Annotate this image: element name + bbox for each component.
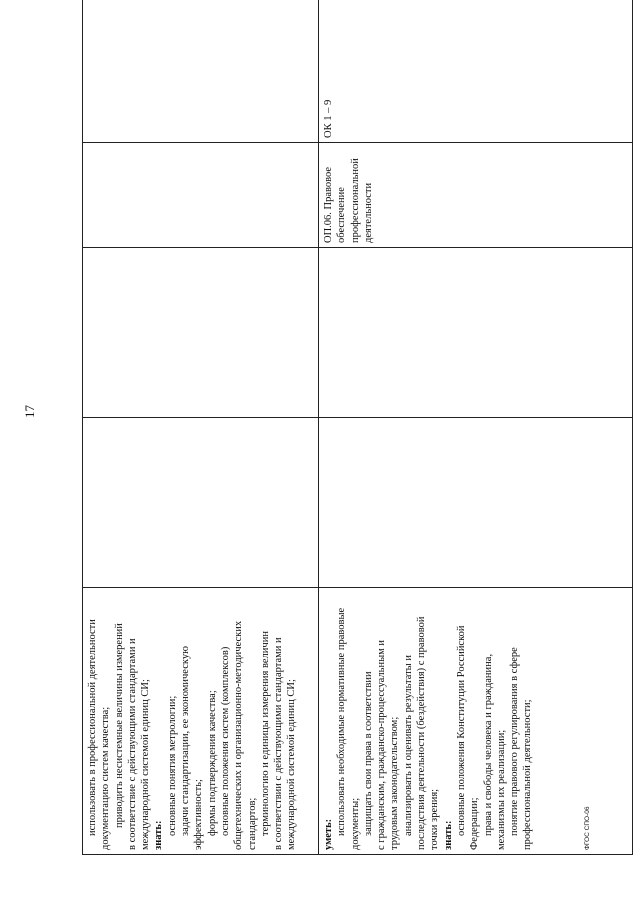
discipline-code-cell: ОП.06. Правовое обеспечение профессиональной деятельности — [319, 143, 633, 248]
text-line: анализировать и оценивать результаты и — [402, 655, 414, 836]
text-line: международной системой единиц СИ; — [140, 679, 152, 850]
text-line: использовать необходимые нормативные правовые — [336, 607, 348, 836]
text-line: эффективность; — [193, 779, 205, 850]
text-line: стандартов; — [246, 797, 258, 850]
text-line: основные положения систем (комплексов) — [219, 646, 231, 836]
competency-table-wrapper — [82, 15, 632, 855]
text-line: основные положения Конституции Российской — [455, 625, 467, 836]
hours-max-cell — [83, 418, 319, 588]
hours-compulsory-cell — [83, 248, 319, 418]
competence-codes-cell — [83, 0, 319, 143]
text-line: в соответствие с действующими стандартами и — [126, 638, 138, 850]
text-line: терминологию и единицы измерения величин — [259, 631, 271, 836]
text-line: точки зрения; — [429, 788, 441, 850]
text-line: знать: — [153, 820, 165, 850]
text-line: с гражданским, гражданско-процессуальным и — [376, 639, 388, 850]
table-row — [83, 0, 319, 855]
table-row — [319, 0, 633, 855]
text-line: механизмы их реализации; — [495, 729, 507, 850]
discipline-code-cell — [83, 143, 319, 248]
text-line: приводить несистемные величины измерений — [113, 623, 125, 828]
text-line: права и свободы человека и гражданина, — [482, 653, 494, 836]
skills-knowledge-cell — [83, 588, 319, 855]
skills-knowledge-text — [322, 592, 535, 850]
text-line: понятие правового регулирования в сфере — [509, 647, 521, 836]
competency-table — [82, 0, 633, 855]
text-line: в соответствии с действующими стандартами и — [273, 637, 285, 850]
text-line: последствия деятельности (бездействия) с правовой — [416, 616, 428, 850]
skills-knowledge-text — [86, 592, 299, 850]
document-footer: ФГОС СПО-06 — [584, 806, 591, 850]
text-line: формы подтверждения качества; — [206, 690, 218, 836]
hours-compulsory-cell — [319, 248, 633, 418]
text-line: документацию систем качества; — [100, 706, 112, 850]
text-line: международной системой единиц СИ; — [286, 679, 298, 850]
text-line: документы; — [349, 797, 361, 850]
page-number: 17 — [22, 405, 37, 418]
text-line: профессиональной деятельности; — [522, 699, 534, 850]
text-line: задачи стандартизации, ее экономическую — [180, 646, 192, 836]
text-line: защищать свои права в соответствии — [362, 671, 374, 836]
text-line: основные понятия метрологии; — [166, 695, 178, 836]
text-line: трудовым законодательством; — [389, 716, 401, 850]
text-line: общетехнических и организационно-методических — [233, 620, 245, 850]
text-line: Федерации; — [469, 797, 481, 850]
text-line: использовать в профессиональной деятельности — [87, 619, 98, 836]
text-line: уметь: — [323, 818, 334, 850]
competence-codes-cell: ОК 1 – 9 — [319, 0, 633, 143]
hours-max-cell — [319, 418, 633, 588]
text-line: знать: — [442, 820, 454, 850]
